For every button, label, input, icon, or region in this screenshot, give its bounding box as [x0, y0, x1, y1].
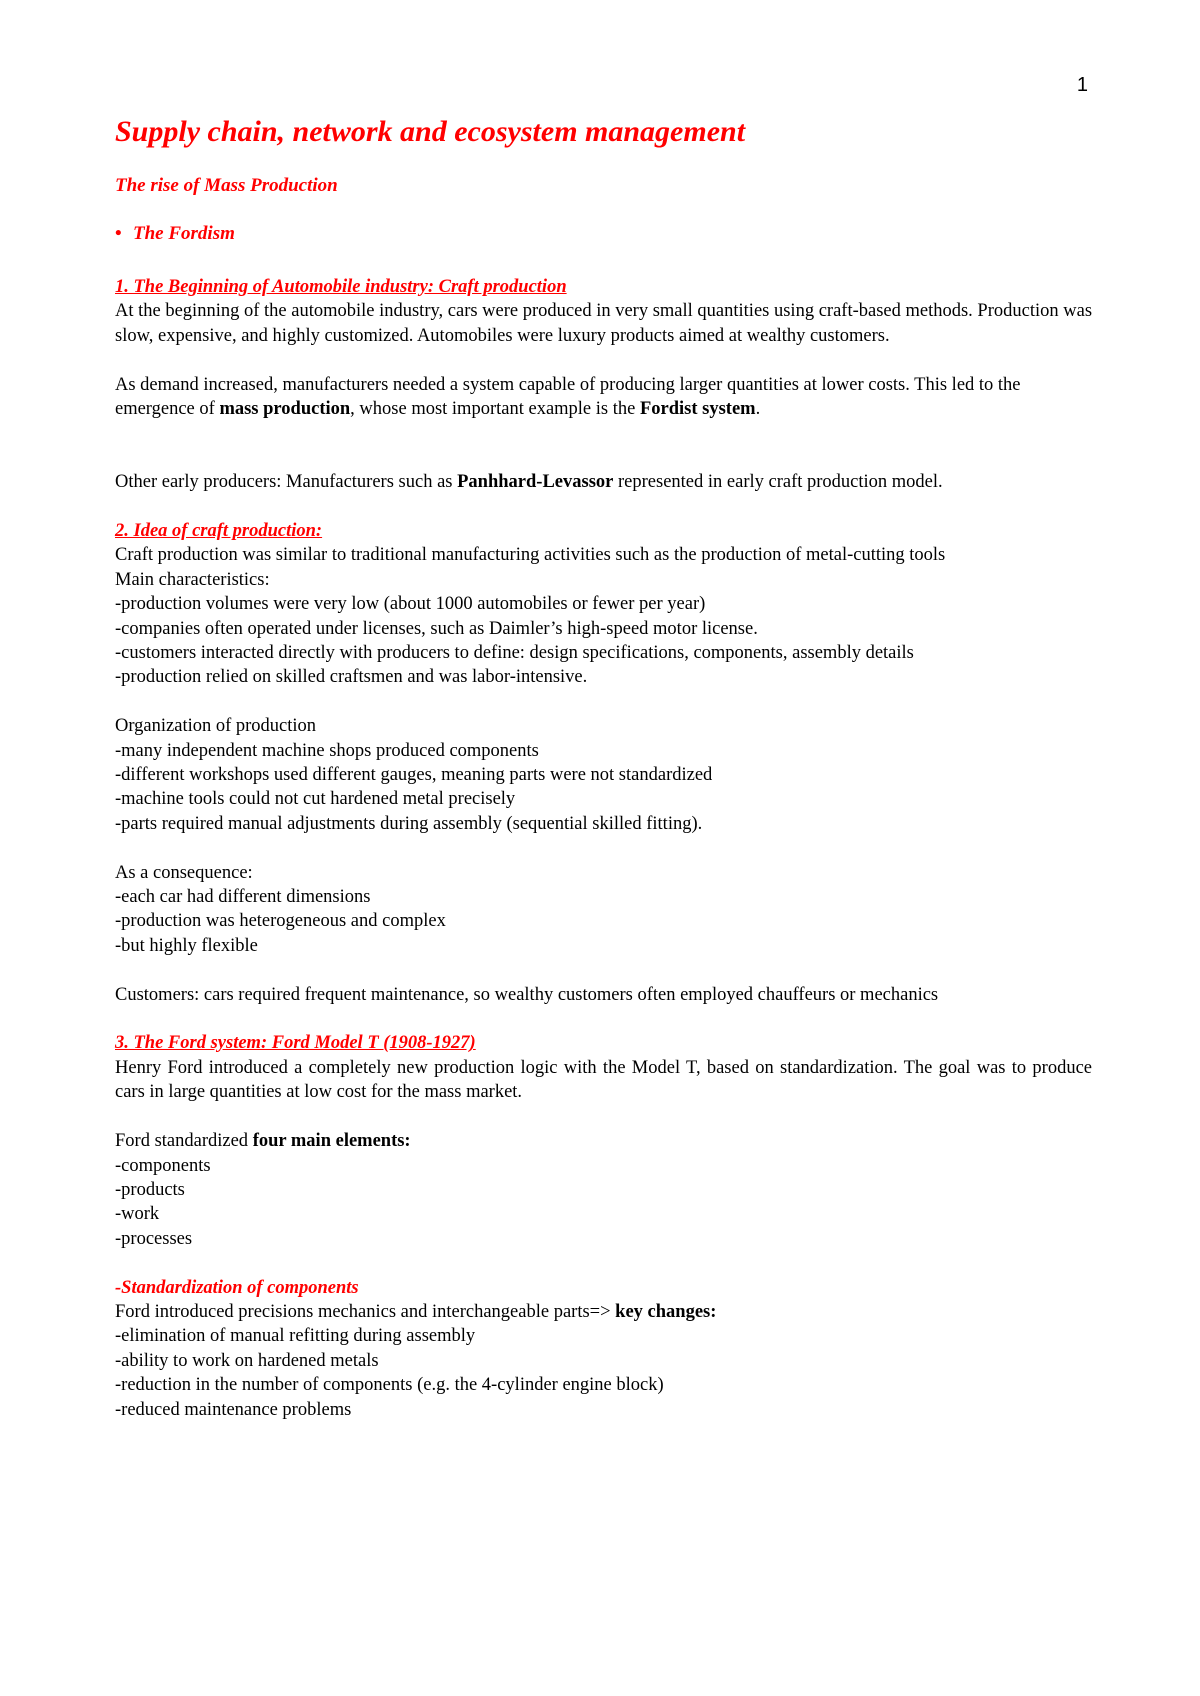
consequence-label: As a consequence: [115, 862, 253, 883]
characteristic-item: -customers interacted directly with producers to define: design specifications, components, assembly details [115, 643, 914, 664]
bold-text-mass-production: mass production [219, 399, 351, 420]
document-body [115, 275, 1092, 1422]
text-run: represented in early craft production model. [613, 472, 943, 493]
change-item: -reduction in the number of components (e.g. the 4-cylinder engine block) [115, 1375, 664, 1396]
organization-item: -machine tools could not cut hardened metal precisely [115, 789, 516, 810]
bullet-icon: • [115, 223, 122, 244]
section1-paragraph-2 [115, 373, 1092, 422]
section2-heading: 2. Idea of craft production: [115, 521, 323, 542]
bullet-item-fordism [115, 221, 235, 247]
page-number: 1 [1076, 74, 1088, 96]
spacer [115, 836, 1092, 860]
components-intro [115, 1300, 1092, 1324]
section1-paragraph-1: At the beginning of the automobile industry, cars were produced in very small quantities using craft-based methods. Production was slow, expensive, and highly customized. Automobiles were luxury products aimed at wealthy customers. [115, 301, 1093, 346]
change-item: -elimination of manual refitting during assembly [115, 1326, 476, 1347]
characteristic-item: -companies often operated under licenses, such as Daimler’s high-speed motor license. [115, 618, 758, 639]
characteristic-item: -production volumes were very low (about 1000 automobiles or fewer per year) [115, 594, 706, 615]
text-run: Ford standardized [115, 1131, 253, 1152]
section1-heading: 1. The Beginning of Automobile industry: Craft production [115, 277, 567, 297]
text-run: Ford introduced precisions mechanics and interchangeable parts=> [115, 1301, 616, 1322]
section1-paragraph-3 [115, 470, 1092, 494]
text-run: Other early producers: Manufacturers such as [115, 472, 458, 493]
text-run: . [755, 399, 761, 420]
element-item: -work [115, 1204, 160, 1225]
spacer [115, 1251, 1092, 1275]
spacer [115, 690, 1092, 714]
spacer [115, 495, 1092, 519]
document-title: Supply chain, network and ecosystem management [115, 115, 746, 148]
customers-paragraph: Customers: cars required frequent maintenance, so wealthy customers often employed chauffeurs or mechanics [115, 984, 939, 1005]
element-item: -components [115, 1155, 211, 1176]
characteristics-label: Main characteristics: [115, 569, 270, 590]
section3-heading: 3. The Ford system: Ford Model T (1908-1927) [115, 1033, 476, 1054]
spacer [115, 1105, 1092, 1129]
document-subtitle: The rise of Mass Production [115, 175, 338, 196]
spacer [115, 348, 1092, 372]
spacer [115, 958, 1092, 982]
organization-item: -parts required manual adjustments during assembly (sequential skilled fitting). [115, 813, 703, 834]
bold-text-fordist-system: Fordist system [639, 399, 756, 420]
section3-intro: Henry Ford introduced a completely new production logic with the Model T, based on standardization. The goal was to produce cars in large quantities at low cost for the mass market. [115, 1057, 1092, 1103]
consequence-item: -but highly flexible [115, 935, 258, 956]
standardized-line [115, 1129, 1092, 1153]
bullet-text: The Fordism [133, 223, 235, 244]
bold-text-key-changes: key changes: [615, 1301, 717, 1322]
change-item: -reduced maintenance problems [115, 1399, 352, 1420]
organization-label: Organization of production [115, 716, 317, 737]
consequence-item: -each car had different dimensions [115, 887, 371, 908]
bold-text-panhhard-levassor: Panhhard-Levassor [457, 472, 614, 493]
components-heading: -Standardization of components [115, 1277, 359, 1298]
characteristic-item: -production relied on skilled craftsmen and was labor-intensive. [115, 667, 588, 688]
organization-item: -different workshops used different gauges, meaning parts were not standardized [115, 765, 713, 786]
text-run: As demand increased, manufacturers needed a system capable of producing larger quantities at lower costs. This led to the emergence of [115, 374, 1021, 420]
spacer [115, 1007, 1092, 1031]
text-run: , whose most important example is the [350, 399, 640, 420]
change-item: -ability to work on hardened metals [115, 1350, 379, 1371]
element-item: -processes [115, 1228, 193, 1249]
element-item: -products [115, 1179, 185, 1200]
consequence-item: -production was heterogeneous and complex [115, 911, 446, 932]
spacer [115, 421, 1092, 470]
bold-text-four-main-elements: four main elements: [252, 1131, 411, 1152]
organization-item: -many independent machine shops produced components [115, 740, 539, 761]
section2-intro: Craft production was similar to traditional manufacturing activities such as the production of metal-cutting tools [115, 545, 946, 566]
